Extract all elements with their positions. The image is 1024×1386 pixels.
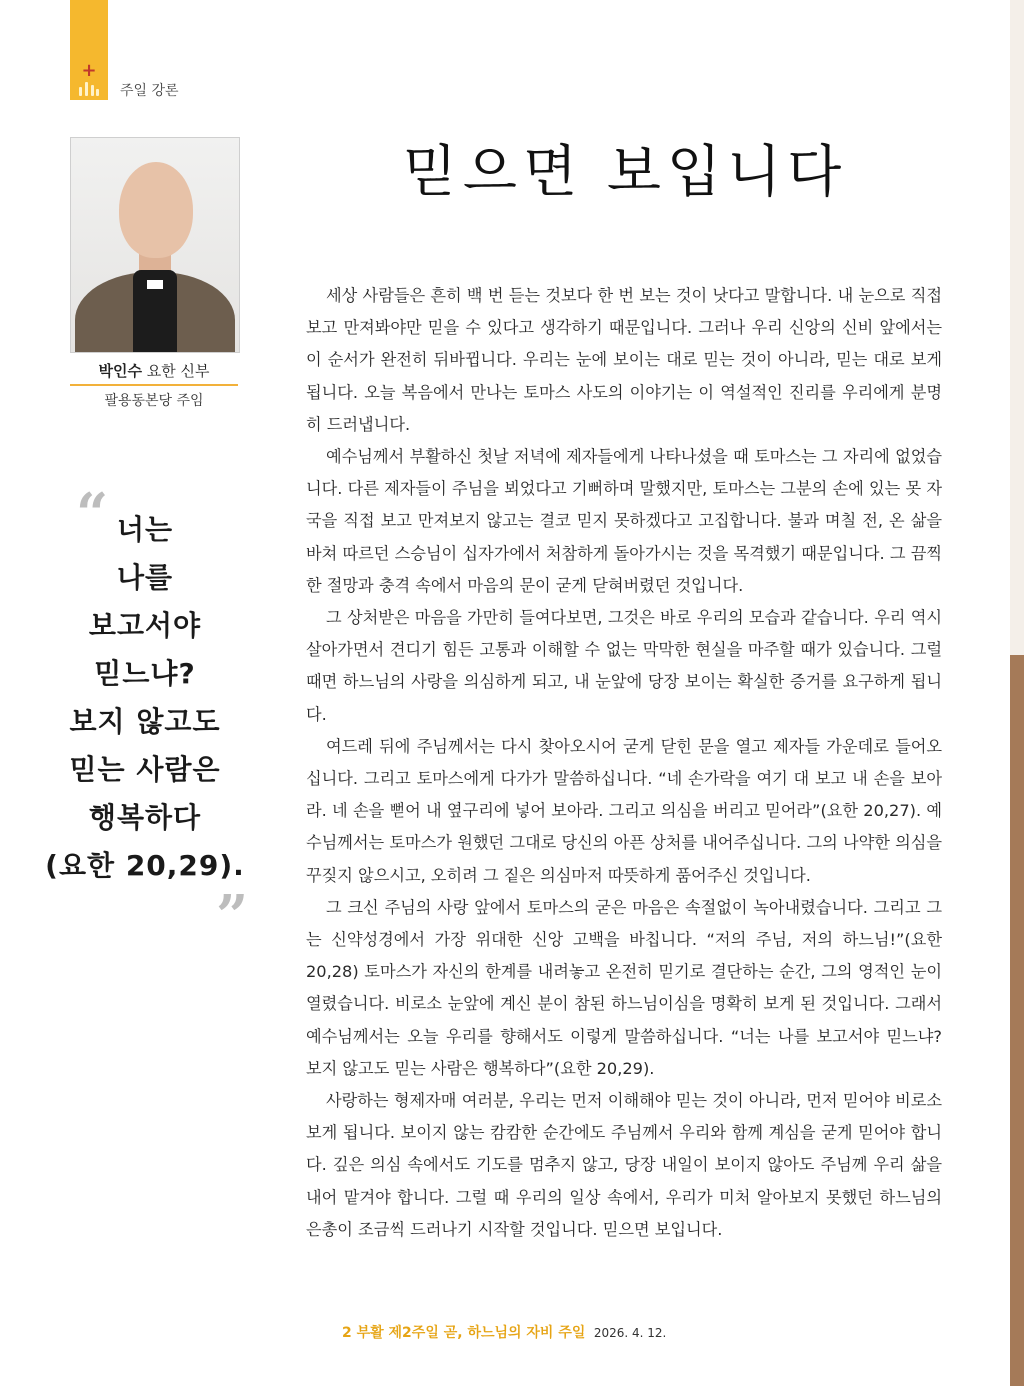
open-quote-icon: “ <box>76 481 109 547</box>
article-body <box>306 280 942 1246</box>
article-paragraph: 사랑하는 형제자매 여러분, 우리는 먼저 이해해야 믿는 것이 아니라, 먼저 믿어야 비로소 보게 됩니다. 보이지 않는 캄캄한 순간에도 주님께서 우리와 함께 계심을 굳게 믿어야 합니다. 깊은 의심 속에서도 기도를 멈추지 않고, 당장 내일이 보이지 않아도 주님께 우리 삶을 내어 맡겨야 합니다. 그럴 때 우리의 일상 속에서, 우리가 미처 알아보지 못했던 하느님의 은총이 조금씩 드러나기 시작할 것입니다. 믿으면 보입니다. <box>306 1091 942 1239</box>
quote-line: 믿는 사람은 <box>69 753 221 786</box>
pull-quote <box>30 506 260 890</box>
article-title: 믿으면 보입니다 <box>402 140 848 205</box>
name-divider <box>70 384 238 386</box>
quote-line: 보고서야 <box>88 609 202 642</box>
page-footer <box>342 1322 666 1342</box>
quote-line: 행복하다 <box>88 801 202 834</box>
section-label: 주일 강론 <box>120 83 179 99</box>
article-paragraph: 여드레 뒤에 주님께서는 다시 찾아오시어 굳게 닫힌 문을 열고 제자들 가운데로 들어오십니다. 그리고 토마스에게 다가가 말씀하십니다. “네 손가락을 여기 대 보고 내 손을 보아라. 네 손을 뻗어 내 옆구리에 넣어 보아라. 그리고 의심을 버리고 믿어라”(요한 20,27). 예수님께서는 토마스가 원했던 그대로 당신의 아픈 상처를 내어주십니다. 그의 나약한 의심을 꾸짖지 않으시고, 오히려 그 짙은 의심마저 따뜻하게 품어주신 것입니다. <box>306 736 942 885</box>
author-baptismal-name: 요한 신부 <box>146 362 210 380</box>
quote-line: 너는 <box>116 513 174 546</box>
footer-issue-label: 2 부활 제2주일 곧, 하느님의 자비 주일 <box>342 1325 586 1341</box>
author-surname: 박인수 <box>98 362 142 380</box>
candles-icon <box>79 80 99 96</box>
article-paragraph: 그 상처받은 마음을 가만히 들여다보면, 그것은 바로 우리의 모습과 같습니다. 우리 역시 살아가면서 견디기 힘든 고통과 이해할 수 없는 막막한 현실을 마주할 때가 있습니다. 그럴 때면 하느님의 사랑을 의심하게 되고, 내 눈앞에 당장 보이는 확실한 증거를 요구하게 됩니다. <box>306 608 942 724</box>
article-paragraph: 예수님께서 부활하신 첫날 저녁에 제자들에게 나타나셨을 때 토마스는 그 자리에 없었습니다. 다른 제자들이 주님을 뵈었다고 기뻐하며 말했지만, 토마스는 그분의 손에 있는 못 자국을 직접 보고 만져보지 않고는 결코 믿지 못하겠다고 고집합니다. 불과 며칠 전, 온 삶을 바쳐 따르던 스승님이 십자가에서 처참하게 돌아가시는 것을 목격했기 때문입니다. 그 끔찍한 절망과 충격 속에서 마음의 문이 굳게 닫혀버렸던 것입니다. <box>306 447 942 595</box>
page-edge-bar <box>1010 0 1024 1386</box>
quote-line: (요한 20,29). <box>45 849 245 882</box>
footer-date: 2026. 4. 12. <box>593 1326 667 1340</box>
section-tab <box>70 0 108 100</box>
close-quote-icon: ” <box>216 883 249 949</box>
quote-line: 믿느냐? <box>94 657 196 690</box>
cross-icon: + <box>81 60 97 81</box>
quote-line: 보지 않고도 <box>69 705 221 738</box>
quote-line: 나를 <box>116 561 174 594</box>
author-parish: 팔용동본당 주임 <box>104 393 204 409</box>
author-photo <box>70 137 240 353</box>
author-name <box>70 360 238 381</box>
article-paragraph: 세상 사람들은 흔히 백 번 듣는 것보다 한 번 보는 것이 낫다고 말합니다. 내 눈으로 직접 보고 만져봐야만 믿을 수 있다고 생각하기 때문입니다. 그러나 우리 신앙의 신비 앞에서는 이 순서가 완전히 뒤바뀝니다. 우리는 눈에 보이는 대로 믿는 것이 아니라, 믿는 대로 보게 됩니다. 오늘 복음에서 만나는 토마스 사도의 이야기는 이 역설적인 진리를 우리에게 분명히 드러냅니다. <box>306 286 942 434</box>
article-paragraph: 그 크신 주님의 사랑 앞에서 토마스의 굳은 마음은 속절없이 녹아내렸습니다. 그리고 그는 신약성경에서 가장 위대한 신앙 고백을 바칩니다. “저의 주님, 저의 하느님!”(요한 20,28) 토마스가 자신의 한계를 내려놓고 온전히 믿기로 결단하는 순간, 그의 영적인 눈이 열렸습니다. 비로소 눈앞에 계신 분이 참된 하느님이심을 명확히 보게 된 것입니다. 그래서 예수님께서는 오늘 우리를 향해서도 이렇게 말씀하십니다. “너는 나를 보고서야 믿느냐? 보지 않고도 믿는 사람은 행복하다”(요한 20,29). <box>306 897 942 1078</box>
